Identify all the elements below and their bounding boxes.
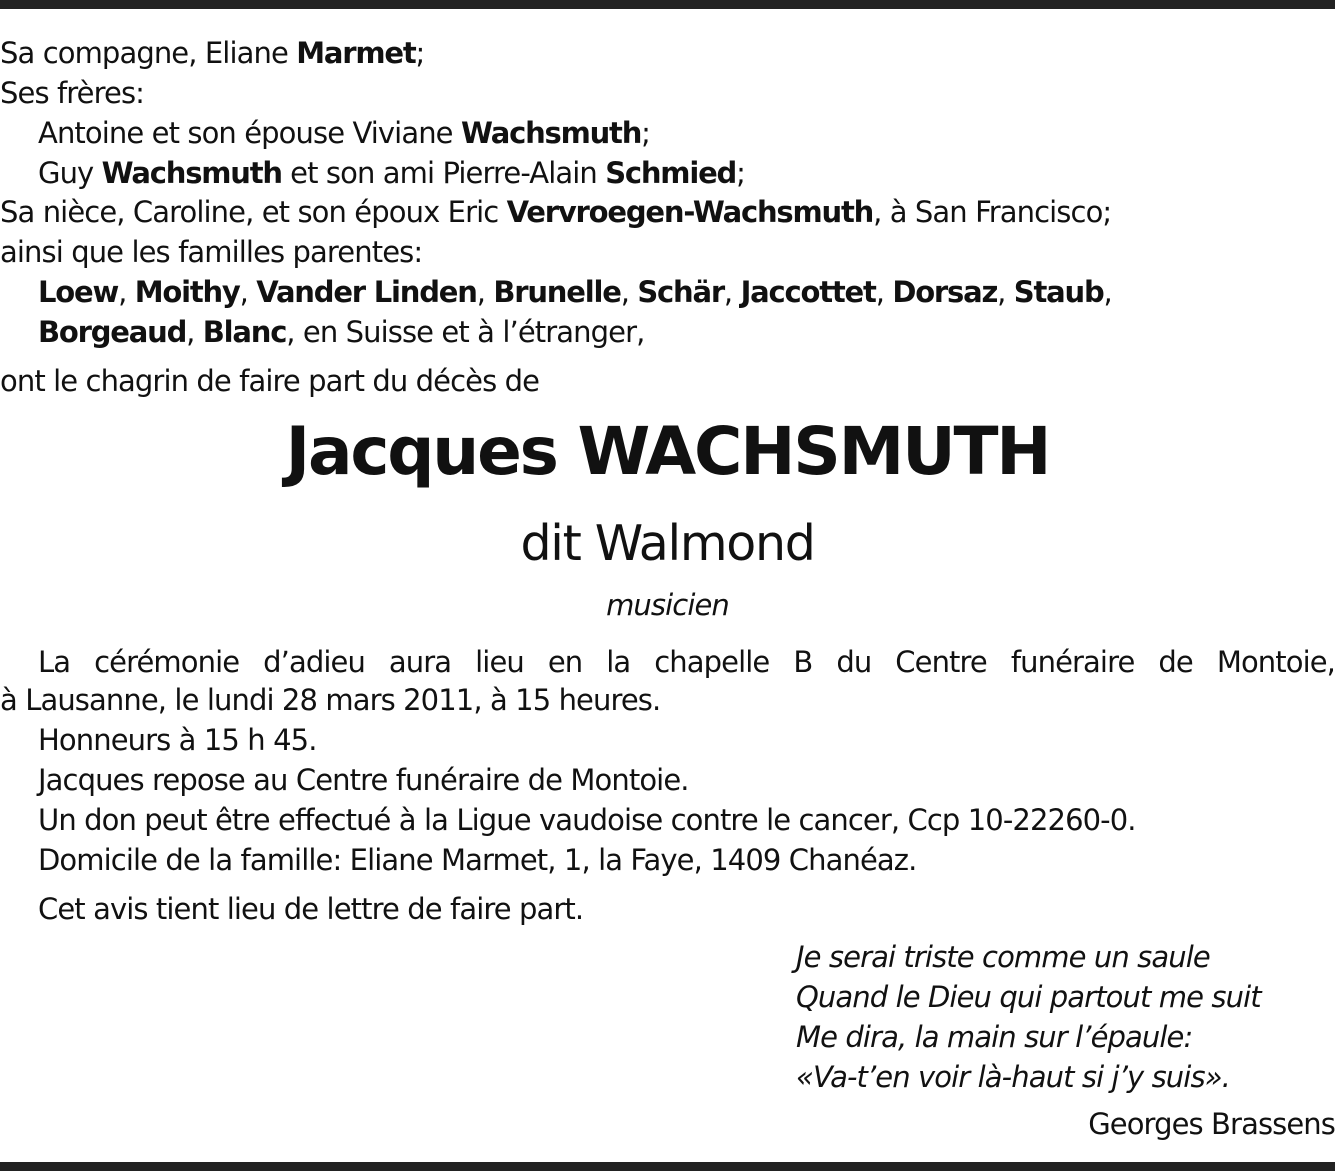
family-line-brother-guy: Guy Wachsmuth et son ami Pierre-Alain Schmied; <box>38 156 745 190</box>
poem-line-1: Je serai triste comme un saule <box>796 940 1210 974</box>
family-line-brothers-heading: Ses frères: <box>0 76 145 110</box>
family-names-line-2: Borgeaud, Blanc, en Suisse et à l’étranger, <box>38 315 645 349</box>
deceased-profession: musicien <box>606 588 729 622</box>
deceased-name: Jacques WACHSMUTH <box>285 413 1050 490</box>
poem-author: Georges Brassens <box>1088 1107 1335 1141</box>
top-rule <box>0 0 1335 9</box>
donation-text: Un don peut être effectué à la Ligue vaudoise contre le cancer, Ccp 10-22260-0. <box>38 803 1136 837</box>
family-line-partner: Sa compagne, Eliane Marmet; <box>0 36 425 70</box>
poem-line-4: «Va-t’en voir là-haut si j’y suis». <box>796 1060 1230 1094</box>
family-names-line-1: Loew, Moithy, Vander Linden, Brunelle, Schär, Jaccottet, Dorsaz, Staub, <box>38 275 1112 309</box>
honneurs-text: Honneurs à 15 h 45. <box>38 723 317 757</box>
repose-text: Jacques repose au Centre funéraire de Montoie. <box>38 763 689 797</box>
poem-line-2: Quand le Dieu qui partout me suit <box>796 980 1261 1014</box>
poem-line-3: Me dira, la main sur l’épaule: <box>796 1020 1193 1054</box>
family-line-niece: Sa nièce, Caroline, et son époux Eric Vervroegen-Wachsmuth, à San Francisco; <box>0 195 1112 229</box>
bottom-rule <box>0 1162 1335 1171</box>
announcement-text: ont le chagrin de faire part du décès de <box>0 364 540 398</box>
domicile-text: Domicile de la famille: Eliane Marmet, 1, la Faye, 1409 Chanéaz. <box>38 843 917 877</box>
family-line-brother-antoine: Antoine et son épouse Viviane Wachsmuth; <box>38 116 651 150</box>
family-line-relatives-heading: ainsi que les familles parentes: <box>0 235 423 269</box>
ceremony-line-1: La cérémonie d’adieu aura lieu en la chapelle B du Centre funéraire de Montoie, <box>38 645 1335 679</box>
ceremony-line-2: à Lausanne, le lundi 28 mars 2011, à 15 heures. <box>0 683 661 717</box>
deceased-alias: dit Walmond <box>520 515 815 572</box>
notice-text: Cet avis tient lieu de lettre de faire part. <box>38 892 584 926</box>
